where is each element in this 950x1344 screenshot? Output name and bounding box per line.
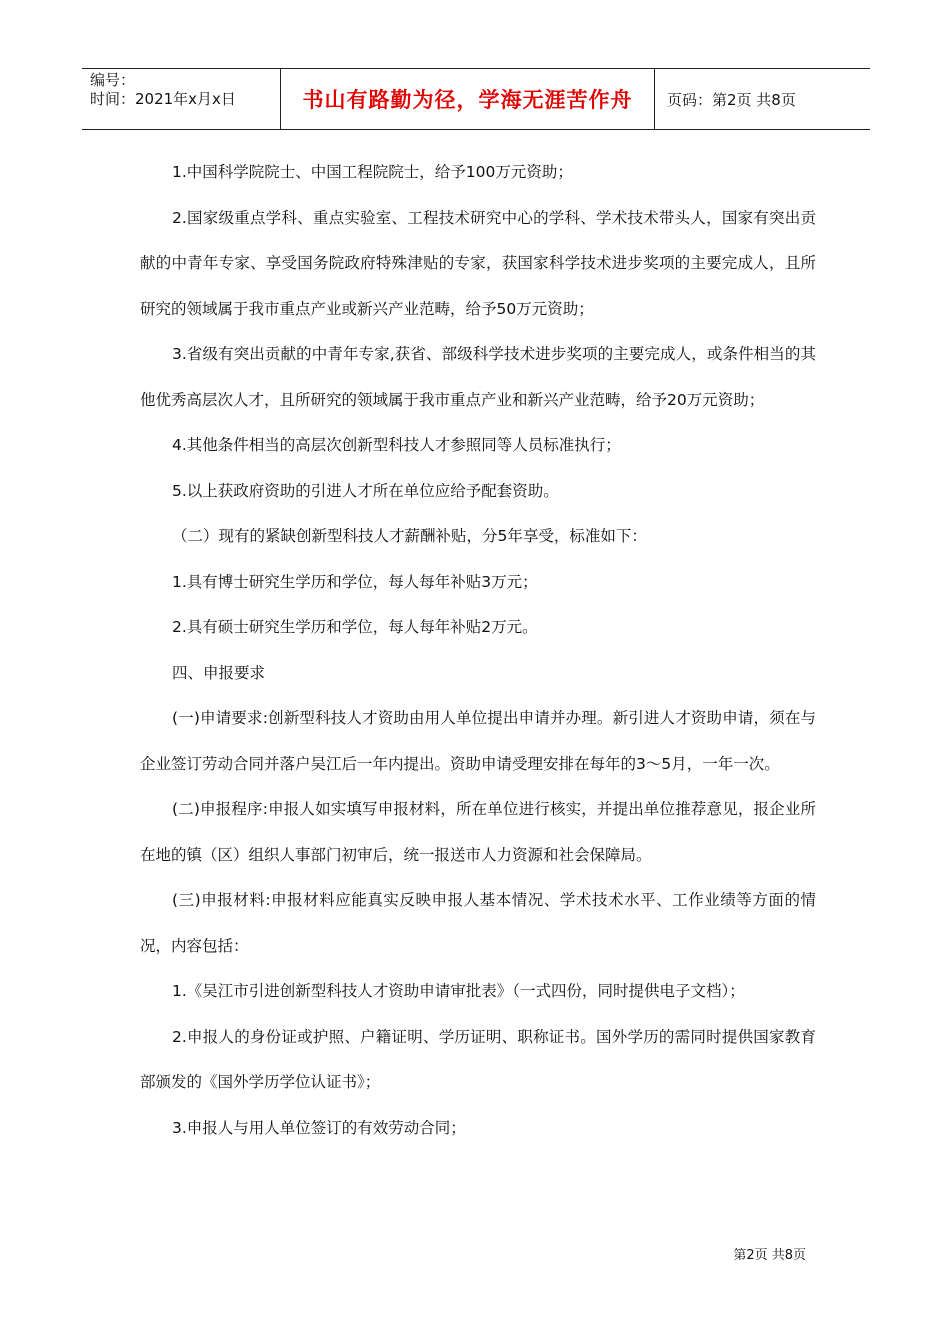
paragraph: 1.具有博士研究生学历和学位，每人每年补贴3万元； [172, 572, 538, 591]
paragraph: 2.申报人的身份证或护照、户籍证明、学历证明、职称证书。国外学历的需同时提供国家教育部颁发的《国外学历学位认证书》； [140, 1027, 816, 1091]
paragraph: (二)申报程序:申报人如实填写申报材料，所在单位进行核实，并提出单位推荐意见，报企业所在地的镇（区）组织人事部门初审后，统一报送市人力资源和社会保障局。 [140, 800, 816, 864]
paragraph: 4.其他条件相当的高层次创新型科技人才参照同等人员标准执行； [172, 436, 621, 454]
paragraph: 3.省级有突出贡献的中青年专家,获省、部级科学技术进步奖项的主要完成人，或条件相当的其他优秀高层次人才，且所研究的领域属于我市重点产业和新兴产业范畴，给予20万元资助； [140, 345, 816, 409]
paragraph: （二）现有的紧缺创新型科技人才薪酬补贴，分5年享受，标准如下： [172, 527, 647, 545]
paragraph: (三)申报材料:申报材料应能真实反映申报人基本情况、学术技术水平、工作业绩等方面的情况，内容包括： [140, 891, 816, 955]
page-header [82, 68, 870, 130]
paragraph: 2.具有硕士研究生学历和学位，每人每年补贴2万元。 [172, 618, 538, 636]
date-line: 时间：2021年x月x日 [90, 90, 236, 108]
header-page-label: 页码：第2页 共8页 [667, 90, 796, 109]
serial-label: 编号： [90, 71, 136, 89]
page-footer: 第2页 共8页 [733, 1248, 806, 1263]
section-heading: 四、申报要求 [172, 663, 266, 682]
paragraph: 5.以上获政府资助的引进人才所在单位应给予配套资助。 [172, 481, 559, 500]
header-meta [82, 69, 281, 129]
document-body [140, 150, 816, 1151]
paragraph: 3.申报人与用人单位签订的有效劳动合同； [172, 1118, 466, 1137]
paragraph: 1.《吴江市引进创新型科技人才资助申请审批表》（一式四份，同时提供电子文档）； [172, 982, 745, 1000]
paragraph: (一)申请要求:创新型科技人才资助由用人单位提出申请并办理。新引进人才资助申请，须在与企业签订劳动合同并落户吴江后一年内提出。资助申请受理安排在每年的3～5月，一年一次。 [140, 709, 816, 773]
paragraph: 1.中国科学院院士、中国工程院院士，给予100万元资助； [172, 163, 573, 181]
header-motto: 书山有路勤为径，学海无涯苦作舟 [281, 69, 655, 129]
paragraph: 2.国家级重点学科、重点实验室、工程技术研究中心的学科、学术技术带头人，国家有突出贡献的中青年专家、享受国务院政府特殊津贴的专家，获国家科学技术进步奖项的主要完成人，且所研究的领域属于我市重点产业或新兴产业范畴，给予50万元资助； [140, 208, 816, 318]
